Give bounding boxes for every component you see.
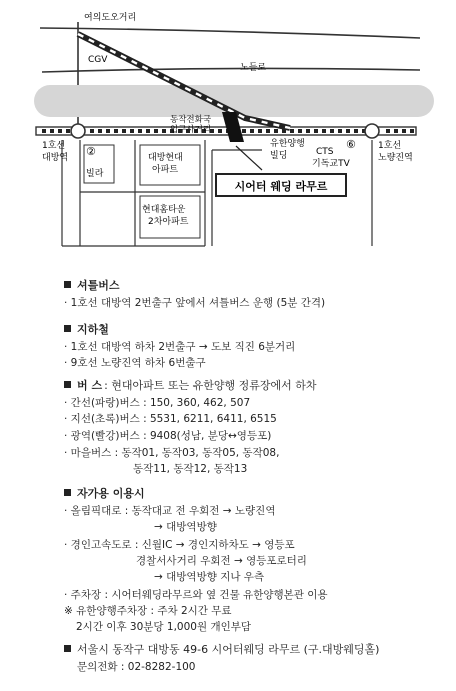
section-shuttle-title: 셔틀버스 [64, 278, 120, 293]
bullet-square-icon [64, 381, 71, 388]
section-bus-title: 버 스 : 현대아파트 또는 유한양행 정류장에서 하차 [64, 378, 317, 393]
rail-tie [242, 129, 246, 133]
section-car-title: 자가용 이용시 [64, 486, 145, 501]
rail-tie [298, 129, 302, 133]
label-exit2: ② [86, 145, 96, 158]
rail-tie [122, 129, 126, 133]
rail-tie [386, 129, 390, 133]
rail-tie [258, 129, 262, 133]
rail-tie [394, 129, 398, 133]
rail-tie [146, 129, 150, 133]
phone: 문의전화 : 02-8282-100 [77, 661, 196, 673]
car-gyeongin-1: · 경인고속도로 : 신월IC → 경인지하차도 → 영등포 [64, 539, 295, 551]
rail-tie [218, 129, 222, 133]
car-note-2: 2시간 이후 30분당 1,000원 개인부담 [76, 621, 252, 633]
rail-tie [410, 129, 414, 133]
rail-tie [106, 129, 110, 133]
rail-tie [346, 129, 350, 133]
rail-tie [162, 129, 166, 133]
label-hyundai-apt-2: 아파트 [152, 165, 179, 175]
venue-box-label: 시어터 웨딩 라무르 [234, 180, 328, 193]
rail-tie [338, 129, 342, 133]
label-station-left-2: 대방역 [42, 153, 69, 163]
bus-line-1: · 간선(파랑)버스 : 150, 360, 462, 507 [64, 397, 251, 409]
label-hyundai-home-2: 2차아파트 [148, 217, 189, 227]
label-cts-1: CTS [316, 147, 334, 157]
car-gyeongin-3: → 대방역방향 지나 우측 [154, 571, 265, 583]
car-parking: · 주차장 : 시어터웨딩라무르와 옆 건물 유한양행본관 이용 [64, 589, 328, 601]
label-yeouido: 여의도오거리 [84, 13, 137, 23]
rail-tie [42, 129, 46, 133]
label-exchange-1: 동작전화국 [170, 115, 212, 125]
bus-line-3: · 광역(빨강)버스 : 9408(성남, 분당↔영등포) [64, 430, 272, 442]
label-hyundai-home-1: 현대홈타운 [142, 205, 186, 215]
rail-tie [90, 129, 94, 133]
rail-tie [306, 129, 310, 133]
label-yuhan-2: 빌딩 [270, 151, 288, 161]
label-station-left-1: 1호선 [42, 141, 66, 151]
car-olympic-2: → 대방역방향 [154, 521, 217, 533]
rail-tie [66, 129, 70, 133]
bullet-square-icon [64, 281, 71, 288]
rail-tie [354, 129, 358, 133]
bus-line-5: 동작11, 동작12, 동작13 [133, 463, 248, 475]
rail-tie [266, 129, 270, 133]
car-note-1: ※ 유한양행주차장 : 주차 2시간 무료 [64, 605, 232, 617]
address: 서울시 동작구 대방동 49-6 시어터웨딩 라무르 (구.대방웨딩홀) [64, 642, 379, 657]
bullet-square-icon [64, 645, 71, 652]
rail-tie [50, 129, 54, 133]
rail-tie [402, 129, 406, 133]
label-hyundai-apt-1: 대방현대 [148, 153, 183, 163]
rail-tie [154, 129, 158, 133]
rail-tie [322, 129, 326, 133]
road-nodeul [42, 68, 420, 72]
rail-tie [330, 129, 334, 133]
rail-tie [290, 129, 294, 133]
car-olympic-1: · 올림픽대로 : 동작대교 전 우회전 → 노량진역 [64, 505, 276, 517]
rail-tie [250, 129, 254, 133]
rail-tie [114, 129, 118, 133]
subway-line-1: · 1호선 대방역 하차 2번출구 → 도보 직진 6분거리 [64, 341, 296, 353]
label-cgv: CGV [88, 55, 108, 65]
label-yuhan-1: 유한양행 [270, 139, 305, 149]
car-gyeongin-2: 경찰서사거리 우회전 → 영등포로터리 [136, 555, 307, 567]
label-station-right-2: 노량진역 [378, 153, 413, 163]
section-subway-title: 지하철 [64, 322, 109, 337]
bullet-square-icon [64, 489, 71, 496]
bus-line-2: · 지선(초록)버스 : 5531, 6211, 6411, 6515 [64, 413, 277, 425]
road-upper-curve [40, 28, 420, 38]
rail-tie [130, 129, 134, 133]
label-cts-2: 기독교TV [312, 159, 350, 169]
rail-tie [98, 129, 102, 133]
bullet-square-icon [64, 325, 71, 332]
noryangjin-station-icon [365, 124, 379, 138]
rail-tie [314, 129, 318, 133]
label-villa: 빌라 [86, 169, 104, 179]
label-nodeul: 노들로 [240, 63, 267, 73]
rail-tie [138, 129, 142, 133]
rail-tie [58, 129, 62, 133]
shuttle-line: · 1호선 대방역 2번출구 앞에서 셔틀버스 운행 (5분 간격) [64, 297, 326, 309]
daebang-station-icon [71, 124, 85, 138]
label-exchange-2: 입구사거리 [170, 125, 212, 135]
subway-line-2: · 9호선 노량진역 하차 6번출구 [64, 357, 206, 369]
bus-line-4: · 마을버스 : 동작01, 동작03, 동작05, 동작08, [64, 447, 280, 459]
label-station-right-1: 1호선 [378, 141, 402, 151]
location-map [0, 0, 456, 270]
rail-tie [274, 129, 278, 133]
label-exit6: ⑥ [346, 138, 356, 151]
